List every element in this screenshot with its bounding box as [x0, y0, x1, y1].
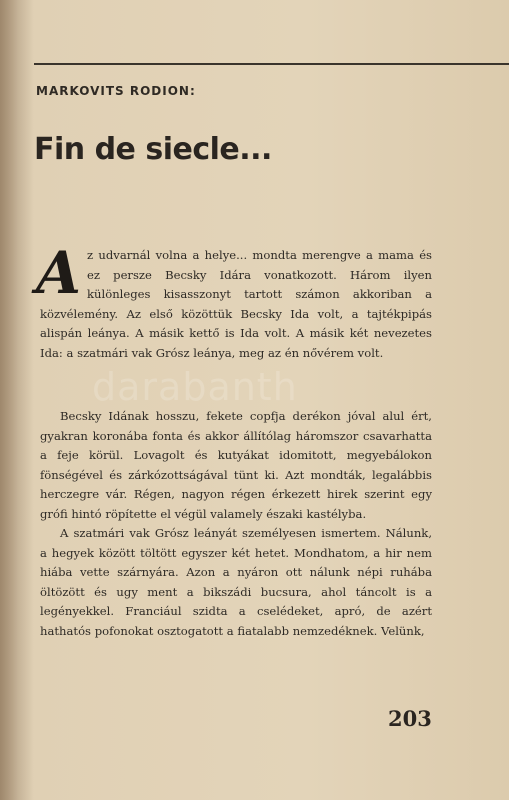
watermark: darabanth [92, 365, 298, 409]
gutter-shadow [0, 0, 34, 800]
paragraph-3: A szatmári vak Grósz leányát személyesen ismertem. Nálunk, a hegyek között töltött egyszer két hetet. Mondhatom, a hir nem hiába vette szárnyára. Azon a nyáron ott nálunk népi ruhába öltözött és ugy ment a bikszádi bucsura, ahol táncolt is a legényekkel. Franciául szidta a cselédeket, apró, de azért hathatós pofonokat osztogatott a fiatalabb nemzedéknek. Velünk, [40, 526, 432, 638]
article-title: Fin de siecle... [34, 132, 272, 167]
author-name: MARKOVITS RODION: [36, 84, 196, 98]
header-rule [34, 63, 509, 65]
paragraph-2: Becsky Idának hosszu, fekete copfja derékon jóval alul ért, gyakran koronába fonta és akkor állítólag háromszor csavarhatta a feje körül. Lovagolt és kutyákat idomitott, megyebálokon fönségével és zárkózottságával tünt ki. Azt mondták, legalábbis herczegre vár. Régen, nagyon régen érkezett hirek szerint egy grófi hintó röpítette el végül valamely északi kastélyba. [40, 409, 432, 521]
drop-cap: A [36, 239, 82, 307]
article-body [36, 239, 432, 641]
paragraph-1 [36, 239, 432, 363]
page-number: 203 [388, 706, 432, 731]
paragraph-1-text: z udvarnál volna a helye... mondta merengve a mama és ez persze Becsky Idára vonatkozott. Három ilyen különleges kisasszonyt tartott számon akkoriban a közvélemény. Az első közöttük Becsky Ida volt, a tajtékpipás alispán leánya. A másik kettő is Ida volt. A másik két nevezetes Ida: a szatmári vak Grósz leánya, meg az én nővérem volt. [40, 248, 432, 360]
